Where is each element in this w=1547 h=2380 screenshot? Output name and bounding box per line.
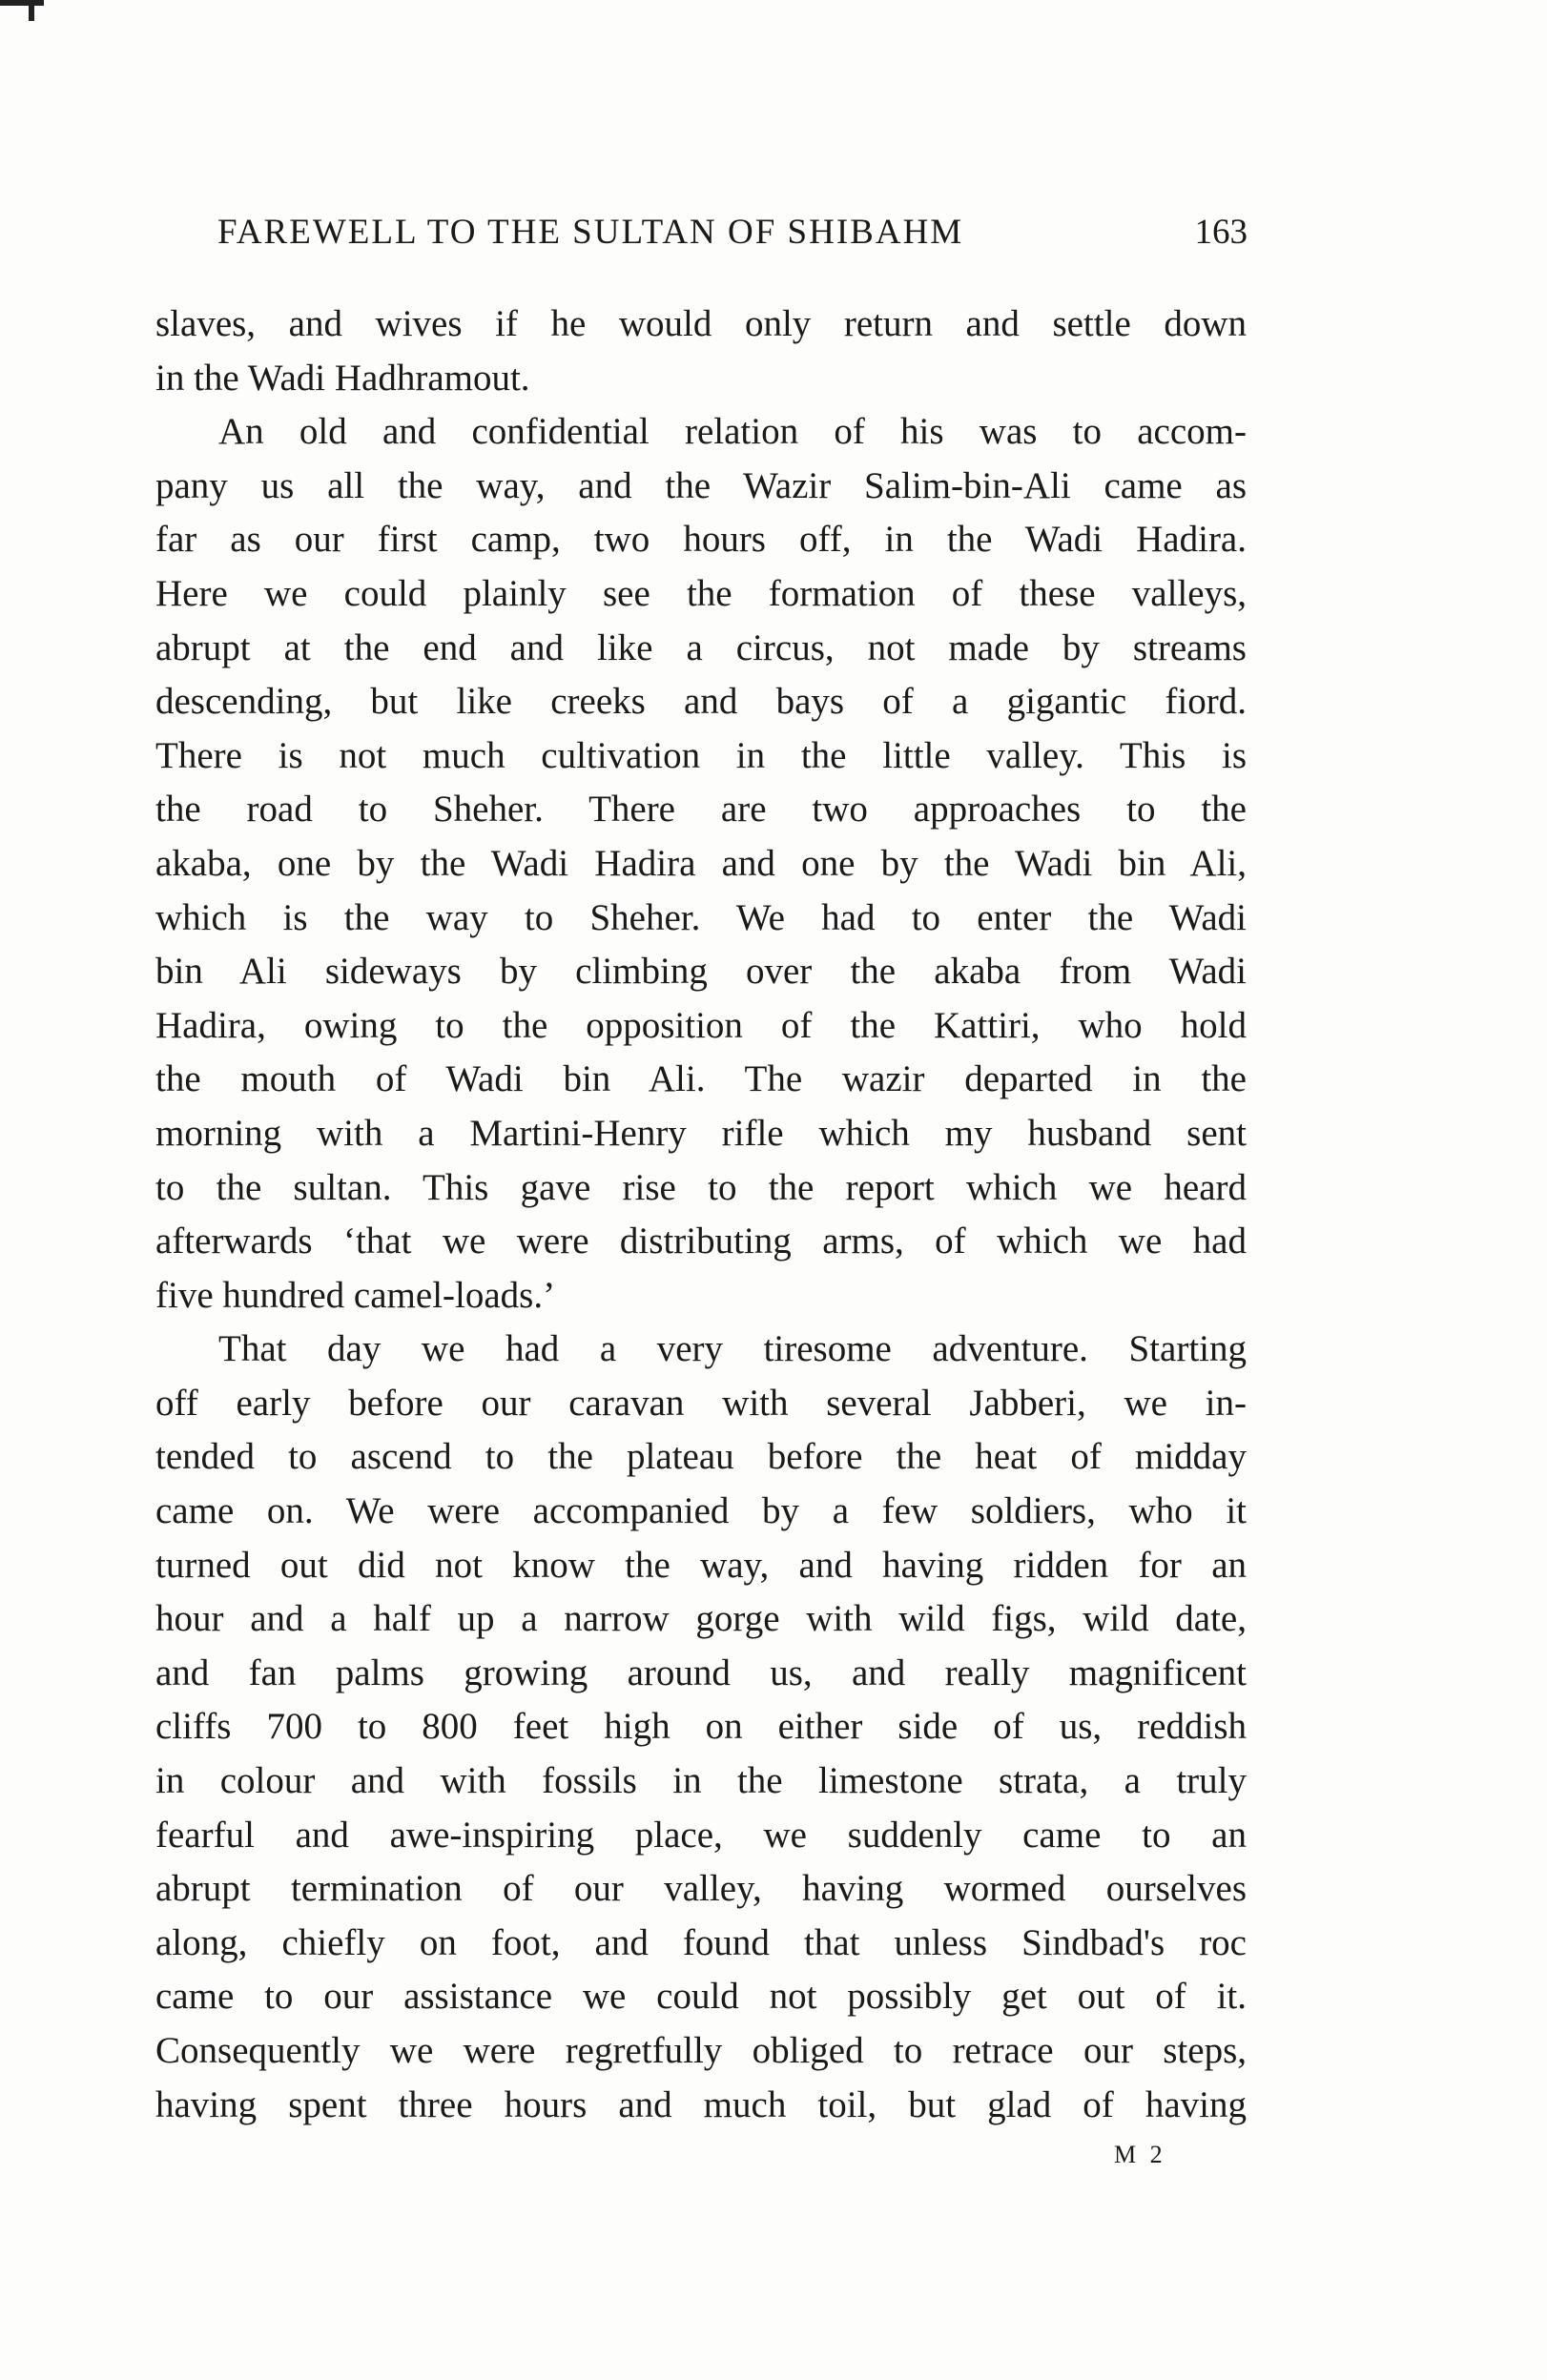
text-line: akaba, one by the Wadi Hadira and one by the Wadi bin Ali, [155, 842, 1247, 884]
page-number: 163 [1194, 213, 1248, 252]
scan-mark [29, 0, 34, 21]
text-line: came to our assistance we could not possibly get out of it. [155, 1976, 1247, 2018]
text-line: afterwards ‘that we were distributing arms, of which we had [155, 1221, 1247, 1262]
text-line: to the sultan. This gave rise to the report which we heard [155, 1166, 1247, 1208]
text-line: descending, but like creeks and bays of a gigantic fiord. [155, 681, 1247, 723]
text-line: five hundred camel-loads.’ [155, 1274, 556, 1316]
text-line: slaves, and wives if he would only return and settle down [155, 303, 1247, 344]
text-line: pany us all the way, and the Wazir Salim-bin-Ali came as [155, 464, 1247, 506]
text-line: That day we had a very tiresome adventure. Starting [218, 1328, 1247, 1370]
text-line: came on. We were accompanied by a few soldiers, who it [155, 1490, 1247, 1532]
text-line: bin Ali sideways by climbing over the akaba from Wadi [155, 951, 1247, 993]
text-line: Consequently we were regretfully obliged to retrace our steps, [155, 2030, 1247, 2071]
text-line: fearful and awe-inspiring place, we suddenly came to an [155, 1814, 1247, 1856]
text-line: An old and confidential relation of his was to accom- [218, 411, 1247, 453]
text-line: in colour and with fossils in the limestone strata, a truly [155, 1760, 1247, 1802]
text-line: tended to ascend to the plateau before the heat of midday [155, 1436, 1247, 1478]
text-line: the road to Sheher. There are two approaches to the [155, 789, 1247, 831]
text-line: the mouth of Wadi bin Ali. The wazir departed in the [155, 1058, 1247, 1100]
text-line: abrupt termination of our valley, having wormed ourselves [155, 1868, 1247, 1910]
running-header [217, 212, 1248, 253]
text-line: far as our first camp, two hours off, in the Wadi Hadira. [155, 519, 1247, 561]
text-line: which is the way to Sheher. We had to enter the Wadi [155, 896, 1247, 938]
text-line: along, chiefly on foot, and found that unless Sindbad's roc [155, 1921, 1247, 1963]
text-line: Here we could plainly see the formation of these valleys, [155, 572, 1247, 614]
signature-mark: M 2 [1114, 2141, 1166, 2168]
text-line: hour and a half up a narrow gorge with wild figs, wild date, [155, 1598, 1247, 1640]
text-line: in the Wadi Hadhramout. [155, 357, 530, 399]
running-title: FAREWELL TO THE SULTAN OF SHIBAHM [217, 213, 964, 252]
text-line: off early before our caravan with several Jabberi, we in- [155, 1382, 1247, 1424]
text-line: cliffs 700 to 800 feet high on either side of us, reddish [155, 1706, 1247, 1748]
scan-mark [0, 0, 44, 6]
text-line: There is not much cultivation in the little valley. This is [155, 734, 1247, 776]
text-line: abrupt at the end and like a circus, not made by streams [155, 626, 1247, 668]
page-body [155, 298, 1247, 2132]
text-line: turned out did not know the way, and having ridden for an [155, 1544, 1247, 1586]
text-line: and fan palms growing around us, and really magnificent [155, 1652, 1247, 1693]
text-line: Hadira, owing to the opposition of the Kattiri, who hold [155, 1004, 1247, 1046]
text-line: having spent three hours and much toil, but glad of having [155, 2083, 1247, 2125]
text-line: morning with a Martini-Henry rifle which my husband sent [155, 1112, 1247, 1154]
